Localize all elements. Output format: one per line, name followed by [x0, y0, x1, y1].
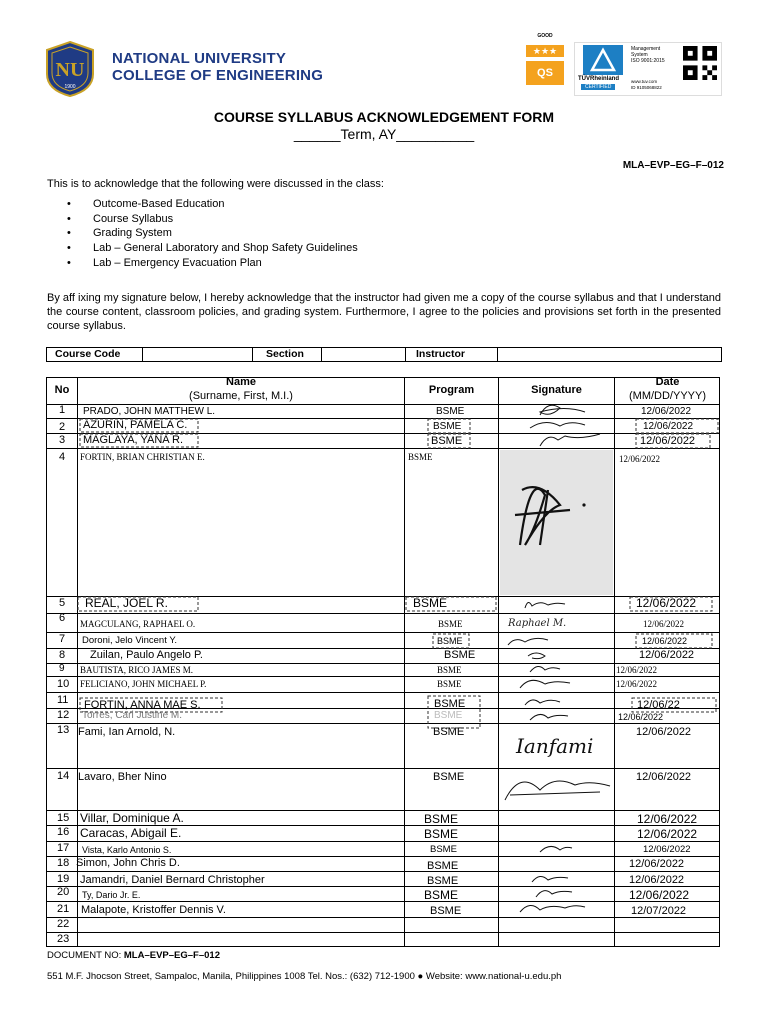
signature-row-17: [540, 846, 572, 852]
signature-row-2: [530, 422, 585, 428]
header-name-sub: (Surname, First, M.I.): [189, 390, 293, 402]
row-program: BSME: [437, 636, 463, 646]
row-name: FELICIANO, JOHN MICHAEL P.: [80, 679, 207, 689]
row-date: 12/06/2022: [643, 619, 685, 629]
doc-no-label: DOCUMENT NO:: [47, 950, 124, 961]
row-program: BSME: [424, 888, 459, 902]
row-date: 12/06/2022: [629, 858, 685, 870]
row-program: BSME: [424, 827, 459, 841]
row-date: 12/06/2022: [641, 406, 692, 417]
header-name: Name: [226, 376, 256, 388]
row-program: BSME: [427, 860, 459, 872]
signature-row-1: [540, 405, 585, 415]
header-date: Date: [655, 376, 680, 388]
row-date: 12/06/2022: [636, 596, 697, 610]
row-name: MAGLAYA, YANA R.: [83, 434, 184, 446]
signature-row-12: [530, 714, 568, 720]
section-label: Section: [266, 348, 304, 360]
qs-rating-text: GOOD: [537, 33, 553, 39]
instructor-label: Instructor: [416, 348, 466, 360]
row-name: Fami, Ian Arnold, N.: [78, 726, 176, 738]
row-date: 12/06/2022: [619, 454, 661, 464]
row-number: 21: [57, 903, 70, 915]
row-name: Doroni, Jelo Vincent Y.: [82, 635, 178, 646]
footer-document-number: [47, 950, 220, 961]
list-item: • Outcome-Based Education: [67, 197, 358, 212]
footer-address: 551 M.F. Jhocson Street, Sampaloc, Manila, Philippines 1008 Tel. Nos.: (632) 712-1900 ● Website: www.national-u.edu.ph: [47, 971, 562, 982]
row-program: BSME: [433, 421, 462, 432]
row-date: 12/06/2022: [640, 435, 696, 447]
row-program: BSME: [413, 596, 448, 610]
row-date: 12/06/2022: [629, 888, 690, 902]
row-number: 15: [57, 812, 70, 824]
row-name: Villar, Dominique A.: [80, 811, 184, 825]
row-program: BSME: [433, 771, 465, 783]
row-program: BSME: [427, 875, 459, 887]
list-item: • Grading System: [67, 226, 358, 241]
row-number: 13: [57, 724, 70, 736]
signature-photo: [500, 450, 613, 595]
svg-text:NU: NU: [55, 59, 85, 81]
row-program: BSME: [437, 679, 462, 689]
row-date: 12/06/2022: [636, 726, 692, 738]
row-name: MAGCULANG, RAPHAEL O.: [80, 619, 196, 629]
cert-site: www.tuv.com: [631, 79, 658, 84]
form-title: COURSE SYLLABUS ACKNOWLEDGEMENT FORM: [213, 109, 555, 125]
row-number: 8: [59, 649, 66, 661]
row-number: 12: [57, 709, 70, 721]
row-date: 12/06/22: [637, 699, 680, 711]
row-program: BSME: [424, 812, 459, 826]
term-line: ______Term, AY__________: [293, 126, 475, 142]
row-date: 12/06/2022: [637, 827, 698, 841]
row-date: 12/06/2022: [642, 636, 688, 646]
qs-logo: QS: [526, 61, 564, 85]
row-date: 12/06/2022: [636, 771, 692, 783]
list-item: • Course Syllabus: [67, 212, 358, 227]
row-number: 17: [57, 842, 70, 854]
signature-row-7: [508, 638, 548, 645]
college-name: COLLEGE OF ENGINEERING: [112, 67, 324, 84]
document-code: MLA–EVP–EG–F–012: [622, 160, 724, 171]
row-name: Vista, Karlo Antonio S.: [82, 845, 172, 855]
signature-row-3: [540, 434, 600, 446]
row-date: 12/06/2022: [637, 812, 698, 826]
row-date: 12/07/2022: [631, 905, 687, 917]
row-name: Caracas, Abigail E.: [80, 826, 182, 840]
row-name: Torres, Carl Justine M.: [82, 710, 183, 721]
row-number: 5: [59, 597, 66, 609]
row-name: FORTIN, ANNA MAE S.: [84, 699, 201, 711]
row-program: BSME: [444, 649, 476, 661]
row-number: 4: [59, 451, 66, 463]
signature-row-11: [525, 700, 560, 705]
row-name: Zuilan, Paulo Angelo P.: [90, 649, 203, 661]
header-signature: Signature: [531, 384, 582, 396]
row-name: FORTIN, BRIAN CHRISTIAN E.: [80, 452, 205, 462]
row-name: AZURIN, PAMELA C.: [83, 419, 188, 431]
qs-stars: ★★★: [526, 45, 564, 57]
row-date: 12/06/2022: [618, 712, 664, 722]
row-number: 11: [57, 694, 69, 706]
row-number: 19: [57, 873, 70, 885]
row-program: BSME: [431, 435, 463, 447]
cert-id: ID 9105068822: [631, 85, 662, 90]
row-program: BSME: [430, 905, 462, 917]
row-name: Lavaro, Bher Nino: [78, 771, 167, 783]
row-number: 22: [57, 918, 70, 930]
row-name: BAUTISTA, RICO JAMES M.: [80, 665, 194, 675]
certified-label: CERTIFIED: [581, 84, 615, 90]
row-name: REAL, JOEL R.: [85, 596, 168, 610]
svg-text:1900: 1900: [64, 84, 76, 90]
row-program: BSME: [434, 710, 463, 721]
header-program: Program: [428, 384, 475, 396]
signature-row-8: [528, 653, 545, 659]
row-date: 12/06/2022: [629, 874, 685, 886]
cert-system-text: Management System ISO 9001:2015: [631, 46, 665, 64]
row-number: 6: [59, 612, 66, 624]
row-program: BSME: [438, 619, 463, 629]
row-number: 2: [59, 421, 66, 433]
header-date-sub: (MM/DD/YYYY): [629, 390, 706, 402]
doc-no-value: MLA–EVP–EG–F–012: [123, 950, 220, 961]
list-item: • Lab – Emergency Evacuation Plan: [67, 256, 358, 271]
row-date: 12/06/2022: [616, 679, 658, 689]
row-number: 7: [59, 633, 66, 645]
course-code-label: Course Code: [55, 348, 121, 360]
row-number: 23: [57, 933, 70, 945]
signature-row-19: [532, 876, 568, 882]
signature-row-10: [520, 680, 570, 688]
signature-row-5: [525, 602, 565, 608]
row-date: 12/06/2022: [639, 649, 695, 661]
row-program: BSME: [434, 698, 466, 710]
signature-row-14: [505, 781, 610, 800]
row-name: Jamandri, Daniel Bernard Christopher: [80, 874, 265, 886]
list-item: • Lab – General Laboratory and Shop Safety Guidelines: [67, 241, 358, 256]
row-program: BSME: [436, 406, 465, 417]
row-name: PRADO, JOHN MATTHEW L.: [83, 406, 216, 417]
row-number: 20: [57, 886, 70, 898]
acknowledgement-paragraph: By aff ixing my signature below, I hereby acknowledge that the instructor had given me a copy of the course syllabus and that I understand the course content, classroom policies, and grading system. Furthermore, I agree to the policies and provisions set forth in the presented course syllabus.: [47, 292, 721, 332]
row-number: 16: [57, 826, 70, 838]
row-program: BSME: [437, 665, 462, 675]
row-program: BSME: [433, 726, 465, 738]
row-number: 3: [59, 434, 66, 446]
university-name: NATIONAL UNIVERSITY: [112, 50, 287, 67]
signature-row-6: Raphael M.: [508, 618, 567, 629]
row-number: 18: [57, 857, 70, 869]
row-date: 12/06/2022: [643, 844, 691, 855]
row-number: 14: [57, 770, 70, 782]
row-name: Simon, John Chris D.: [76, 857, 180, 869]
header-no: No: [54, 384, 70, 396]
signature-row-21: [520, 905, 585, 912]
tuv-label: TÜVRheinland: [578, 76, 620, 82]
row-number: 9: [59, 663, 65, 674]
row-program: BSME: [408, 452, 433, 462]
intro-text: This is to acknowledge that the following were discussed in the class:: [47, 178, 384, 190]
row-number: 1: [59, 404, 66, 416]
row-program: BSME: [430, 844, 457, 855]
signature-dot: [582, 503, 585, 506]
row-number: 10: [57, 678, 70, 690]
row-date: 12/06/2022: [643, 421, 694, 432]
row-name: Malapote, Kristoffer Dennis V.: [81, 904, 226, 916]
row-date: 12/06/2022: [616, 665, 658, 675]
signature-row-13: Ianfami: [516, 734, 594, 758]
row-name: Ty, Dario Jr. E.: [82, 890, 141, 900]
signature-row-9: [530, 666, 560, 672]
signature-row-20: [536, 891, 572, 897]
